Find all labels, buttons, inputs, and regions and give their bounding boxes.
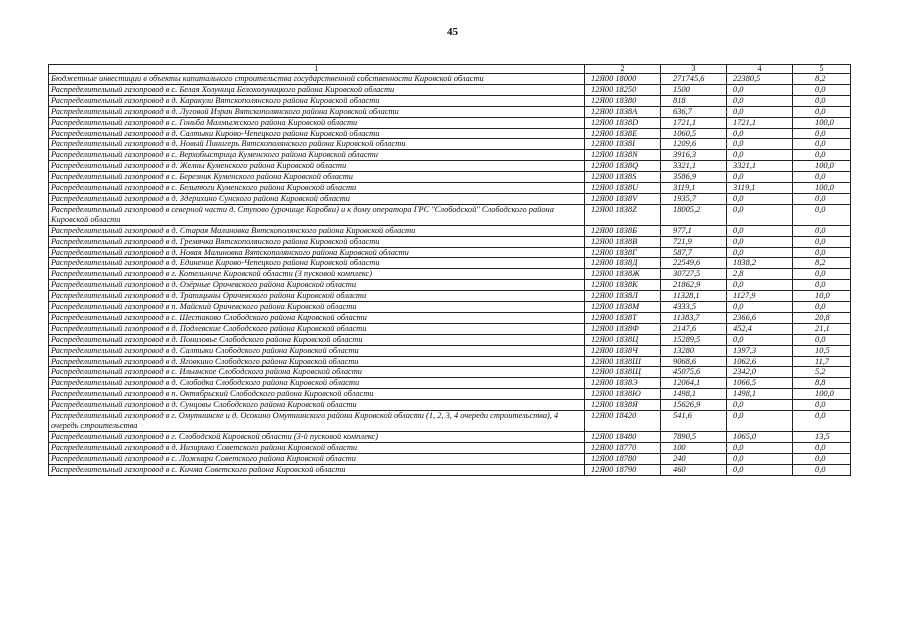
row-code-cell: 12Я00 1838Э — [585, 378, 661, 389]
row-percent-cell: 8,8 — [793, 378, 851, 389]
row-name-cell: Распределительный газопровод в г. Котельниче Кировской области (3 пусковой комплекс) — [49, 269, 585, 280]
row-executed-cell: 0,0 — [727, 106, 793, 117]
row-code-cell: 12Я00 1838V — [585, 193, 661, 204]
row-code-cell: 12Я00 1838К — [585, 280, 661, 291]
table-row — [49, 117, 851, 128]
row-executed-cell: 1397,3 — [727, 345, 793, 356]
row-planned-cell: 45075,6 — [661, 367, 727, 378]
row-executed-cell: 22380,5 — [727, 74, 793, 85]
row-executed-cell: 0,0 — [727, 400, 793, 411]
row-code-cell: 12Я00 1838Ю — [585, 389, 661, 400]
row-name-cell: Распределительный газопровод в д. Салтыки Кирово-Чепецкого района Кировской области — [49, 128, 585, 139]
row-planned-cell: 4333,5 — [661, 302, 727, 313]
row-name-cell: Распределительный газопровод в северной части д. Ступово (урочище Коробки) и к дому оператора ГРС "Слободской" Слободского района Кировской области — [49, 204, 585, 225]
row-executed-cell: 1721,1 — [727, 117, 793, 128]
row-code-cell: 12Я00 18780 — [585, 453, 661, 464]
row-executed-cell: 0,0 — [727, 411, 793, 432]
row-name-cell: Распределительный газопровод в д. Единение Кирово-Чепецкого района Кировской области — [49, 258, 585, 269]
row-code-cell: 12Я00 1838Б — [585, 225, 661, 236]
row-percent-cell: 0,0 — [793, 442, 851, 453]
row-name-cell: Бюджетные инвестиции в объекты капитального строительства государственной собственности Кировской области — [49, 74, 585, 85]
table-header-row — [49, 65, 851, 74]
row-planned-cell: 587,7 — [661, 247, 727, 258]
table-row — [49, 367, 851, 378]
row-executed-cell: 452,4 — [727, 323, 793, 334]
row-executed-cell: 2342,0 — [727, 367, 793, 378]
row-name-cell: Распределительный газопровод в д. Гремячка Вятскополянского района Кировской области — [49, 236, 585, 247]
row-code-cell: 12Я00 1838Е — [585, 128, 661, 139]
row-percent-cell: 100,0 — [793, 183, 851, 194]
row-executed-cell: 1062,6 — [727, 356, 793, 367]
row-percent-cell: 100,0 — [793, 389, 851, 400]
row-planned-cell: 636,7 — [661, 106, 727, 117]
row-planned-cell: 3916,3 — [661, 150, 727, 161]
row-executed-cell: 0,0 — [727, 247, 793, 258]
row-percent-cell: 0,0 — [793, 247, 851, 258]
table-row — [49, 269, 851, 280]
row-executed-cell: 0,0 — [727, 172, 793, 183]
row-code-cell: 12Я00 1838А — [585, 106, 661, 117]
row-name-cell: Распределительный газопровод в д. Новая Малиновка Вятскополянского района Кировской области — [49, 247, 585, 258]
row-name-cell: Распределительный газопровод в г. Слободской Кировской области (3-й пусковой комплекс) — [49, 431, 585, 442]
row-percent-cell: 0,0 — [793, 411, 851, 432]
row-executed-cell: 1498,1 — [727, 389, 793, 400]
table-row — [49, 312, 851, 323]
row-code-cell: 12Я00 1838I — [585, 139, 661, 150]
row-planned-cell: 15626,9 — [661, 400, 727, 411]
row-executed-cell: 0,0 — [727, 95, 793, 106]
table-row — [49, 280, 851, 291]
row-percent-cell: 0,0 — [793, 269, 851, 280]
row-percent-cell: 100,0 — [793, 161, 851, 172]
table-row — [49, 464, 851, 475]
table-row — [49, 334, 851, 345]
row-name-cell: Распределительный газопровод в с. Березник Куменского района Кировской области — [49, 172, 585, 183]
row-planned-cell: 271745,6 — [661, 74, 727, 85]
header-cell: 4 — [727, 65, 793, 74]
row-name-cell: Распределительный газопровод в д. Старая Малиновка Вятскополянского района Кировской области — [49, 225, 585, 236]
row-name-cell: Распределительный газопровод в д. Подлевские Слободского района Кировской области — [49, 323, 585, 334]
table-row — [49, 95, 851, 106]
row-code-cell: 12Я00 1838Ш — [585, 356, 661, 367]
row-planned-cell: 240 — [661, 453, 727, 464]
row-name-cell: Распределительный газопровод в с. Бельтюги Куменского района Кировской области — [49, 183, 585, 194]
row-code-cell: 12Я00 1838Г — [585, 247, 661, 258]
row-name-cell: Распределительный газопровод в д. Трапицыны Оричевского района Кировской области — [49, 291, 585, 302]
row-code-cell: 12Я00 1838N — [585, 150, 661, 161]
row-code-cell: 12Я00 18420 — [585, 411, 661, 432]
row-percent-cell: 10,0 — [793, 291, 851, 302]
row-code-cell: 12Я00 1838Ж — [585, 269, 661, 280]
row-planned-cell: 977,1 — [661, 225, 727, 236]
table-row — [49, 128, 851, 139]
row-planned-cell: 13280 — [661, 345, 727, 356]
table-row — [49, 356, 851, 367]
table-row — [49, 247, 851, 258]
row-percent-cell: 21,1 — [793, 323, 851, 334]
row-planned-cell: 1935,7 — [661, 193, 727, 204]
row-percent-cell: 100,0 — [793, 117, 851, 128]
row-name-cell: Распределительный газопровод в с. Белая Холуница Белохолуницкого района Кировской области — [49, 84, 585, 95]
row-name-cell: Распределительный газопровод в д. Понизовье Слободского района Кировской области — [49, 334, 585, 345]
row-code-cell: 12Я00 1838Q — [585, 161, 661, 172]
row-executed-cell: 1066,5 — [727, 378, 793, 389]
row-percent-cell: 0,0 — [793, 204, 851, 225]
row-code-cell: 12Я00 1838Л — [585, 291, 661, 302]
row-percent-cell: 0,0 — [793, 453, 851, 464]
header-cell: 5 — [793, 65, 851, 74]
row-name-cell: Распределительный газопровод в с. Ложкари Советского района Кировской области — [49, 453, 585, 464]
row-planned-cell: 541,6 — [661, 411, 727, 432]
row-executed-cell: 3119,1 — [727, 183, 793, 194]
row-executed-cell: 0,0 — [727, 236, 793, 247]
header-cell: 3 — [661, 65, 727, 74]
row-executed-cell: 2,8 — [727, 269, 793, 280]
row-percent-cell: 0,0 — [793, 95, 851, 106]
row-percent-cell: 13,5 — [793, 431, 851, 442]
row-executed-cell: 0,0 — [727, 204, 793, 225]
row-executed-cell: 0,0 — [727, 302, 793, 313]
row-percent-cell: 20,8 — [793, 312, 851, 323]
row-planned-cell: 2147,6 — [661, 323, 727, 334]
row-percent-cell: 0,0 — [793, 464, 851, 475]
row-executed-cell: 0,0 — [727, 193, 793, 204]
row-planned-cell: 22549,6 — [661, 258, 727, 269]
row-planned-cell: 3586,9 — [661, 172, 727, 183]
row-code-cell: 12Я00 18770 — [585, 442, 661, 453]
row-executed-cell: 0,0 — [727, 453, 793, 464]
row-code-cell: 12Я00 1838Т — [585, 312, 661, 323]
table-row — [49, 84, 851, 95]
row-percent-cell: 0,0 — [793, 280, 851, 291]
row-percent-cell: 0,0 — [793, 106, 851, 117]
table-row — [49, 74, 851, 85]
row-executed-cell: 1838,2 — [727, 258, 793, 269]
table-row — [49, 106, 851, 117]
row-executed-cell: 0,0 — [727, 150, 793, 161]
row-planned-cell: 721,9 — [661, 236, 727, 247]
row-name-cell: Распределительный газопровод в д. Здерихино Сунского района Кировской области — [49, 193, 585, 204]
row-planned-cell: 818 — [661, 95, 727, 106]
row-name-cell: Распределительный газопровод в г. Омутнинске и д. Осокино Омутнинского района Кировской области (1, 2, 3, 4 очереди строительства), 4 очередь строительства — [49, 411, 585, 432]
table-row — [49, 323, 851, 334]
row-name-cell: Распределительный газопровод в д. Новый Пинигерь Вятскополянского района Кировской области — [49, 139, 585, 150]
row-percent-cell: 11,7 — [793, 356, 851, 367]
row-percent-cell: 8,2 — [793, 74, 851, 85]
row-planned-cell: 1209,6 — [661, 139, 727, 150]
row-name-cell: Распределительный газопровод в с. Гоньба Малмыжского района Кировской области — [49, 117, 585, 128]
row-percent-cell: 0,0 — [793, 225, 851, 236]
table-row — [49, 258, 851, 269]
row-planned-cell: 460 — [661, 464, 727, 475]
row-executed-cell: 0,0 — [727, 225, 793, 236]
row-code-cell: 12Я00 18380 — [585, 95, 661, 106]
row-executed-cell: 0,0 — [727, 139, 793, 150]
table-row — [49, 411, 851, 432]
row-planned-cell: 30727,5 — [661, 269, 727, 280]
row-planned-cell: 100 — [661, 442, 727, 453]
table-row — [49, 389, 851, 400]
row-name-cell: Распределительный газопровод в д. Желны Куменского района Кировской области — [49, 161, 585, 172]
row-executed-cell: 0,0 — [727, 84, 793, 95]
table-row — [49, 345, 851, 356]
row-planned-cell: 18005,2 — [661, 204, 727, 225]
row-code-cell: 12Я00 1838Я — [585, 400, 661, 411]
row-planned-cell: 3321,1 — [661, 161, 727, 172]
row-code-cell: 12Я00 1838S — [585, 172, 661, 183]
row-name-cell: Распределительный газопровод в с. Шестаково Слободского района Кировской области — [49, 312, 585, 323]
row-code-cell: 12Я00 1838Щ — [585, 367, 661, 378]
row-planned-cell: 1060,5 — [661, 128, 727, 139]
row-percent-cell: 0,0 — [793, 128, 851, 139]
table-row — [49, 161, 851, 172]
row-name-cell: Распределительный газопровод в д. Каракули Вятскополянского района Кировской области — [49, 95, 585, 106]
header-cell: 2 — [585, 65, 661, 74]
row-code-cell: 12Я00 1838В — [585, 236, 661, 247]
table-row — [49, 193, 851, 204]
row-name-cell: Распределительный газопровод в д. Озёрные Оричевского района Кировской области — [49, 280, 585, 291]
row-planned-cell: 11328,1 — [661, 291, 727, 302]
table-row — [49, 225, 851, 236]
row-percent-cell: 0,0 — [793, 302, 851, 313]
row-code-cell: 12Я00 1838Ч — [585, 345, 661, 356]
row-percent-cell: 0,0 — [793, 172, 851, 183]
row-planned-cell: 1498,1 — [661, 389, 727, 400]
row-planned-cell: 12064,1 — [661, 378, 727, 389]
row-executed-cell: 0,0 — [727, 128, 793, 139]
row-code-cell: 12Я00 18790 — [585, 464, 661, 475]
row-code-cell: 12Я00 1838Д — [585, 258, 661, 269]
row-name-cell: Распределительный газопровод в п. Октябрьский Слободского района Кировской области — [49, 389, 585, 400]
row-executed-cell: 1065,0 — [727, 431, 793, 442]
row-name-cell: Распределительный газопровод в д. Луговой Изран Вятскополянского района Кировской области — [49, 106, 585, 117]
row-code-cell: 12Я00 1838Ф — [585, 323, 661, 334]
row-percent-cell: 0,0 — [793, 400, 851, 411]
row-executed-cell: 1127,9 — [727, 291, 793, 302]
row-percent-cell: 0,0 — [793, 236, 851, 247]
row-planned-cell: 11383,7 — [661, 312, 727, 323]
table-row — [49, 236, 851, 247]
row-name-cell: Распределительный газопровод в с. Верхобыстрица Куменского района Кировской области — [49, 150, 585, 161]
row-percent-cell: 0,0 — [793, 193, 851, 204]
row-percent-cell: 5,2 — [793, 367, 851, 378]
table-row — [49, 291, 851, 302]
table-row — [49, 139, 851, 150]
row-name-cell: Распределительный газопровод в д. Сунцовы Слободского района Кировской области — [49, 400, 585, 411]
table-row — [49, 183, 851, 194]
table-row — [49, 442, 851, 453]
row-executed-cell: 0,0 — [727, 280, 793, 291]
row-executed-cell: 0,0 — [727, 464, 793, 475]
row-planned-cell: 15289,5 — [661, 334, 727, 345]
row-code-cell: 12Я00 1838D — [585, 117, 661, 128]
budget-table — [48, 64, 851, 476]
row-executed-cell: 3321,1 — [727, 161, 793, 172]
row-code-cell: 12Я00 18480 — [585, 431, 661, 442]
row-name-cell: Распределительный газопровод в д. Яговкино Слободского района Кировской области — [49, 356, 585, 367]
page-number: 45 — [447, 26, 458, 38]
row-name-cell: Распределительный газопровод в с. Кичма Советского района Кировской области — [49, 464, 585, 475]
row-code-cell: 12Я00 1838U — [585, 183, 661, 194]
row-percent-cell: 8,2 — [793, 258, 851, 269]
table-row — [49, 172, 851, 183]
row-planned-cell: 9068,6 — [661, 356, 727, 367]
row-percent-cell: 0,0 — [793, 84, 851, 95]
row-planned-cell: 21862,9 — [661, 280, 727, 291]
table-row — [49, 453, 851, 464]
table-row — [49, 302, 851, 313]
row-executed-cell: 0,0 — [727, 334, 793, 345]
table-row — [49, 431, 851, 442]
table-row — [49, 150, 851, 161]
row-name-cell: Распределительный газопровод в с. Ильинское Слободского района Кировской области — [49, 367, 585, 378]
row-percent-cell: 0,0 — [793, 150, 851, 161]
row-code-cell: 12Я00 18000 — [585, 74, 661, 85]
row-planned-cell: 1721,1 — [661, 117, 727, 128]
row-percent-cell: 0,0 — [793, 139, 851, 150]
row-executed-cell: 2366,6 — [727, 312, 793, 323]
row-percent-cell: 10,5 — [793, 345, 851, 356]
row-name-cell: Распределительный газопровод в д. Слободка Слободского района Кировской области — [49, 378, 585, 389]
table-row — [49, 400, 851, 411]
row-code-cell: 12Я00 1838М — [585, 302, 661, 313]
row-code-cell: 12Я00 1838Z — [585, 204, 661, 225]
row-name-cell: Распределительный газопровод в д. Инзирино Советского района Кировской области — [49, 442, 585, 453]
row-name-cell: Распределительный газопровод в п. Майский Оричевского района Кировской области — [49, 302, 585, 313]
row-planned-cell: 3119,1 — [661, 183, 727, 194]
row-executed-cell: 0,0 — [727, 442, 793, 453]
header-cell: 1 — [49, 65, 585, 74]
row-planned-cell: 7890,5 — [661, 431, 727, 442]
row-percent-cell: 0,0 — [793, 334, 851, 345]
row-name-cell: Распределительный газопровод в д. Салтыки Слободского района Кировской области — [49, 345, 585, 356]
row-code-cell: 12Я00 1838Ц — [585, 334, 661, 345]
row-planned-cell: 1500 — [661, 84, 727, 95]
table-row — [49, 204, 851, 225]
row-code-cell: 12Я00 18250 — [585, 84, 661, 95]
table-row — [49, 378, 851, 389]
